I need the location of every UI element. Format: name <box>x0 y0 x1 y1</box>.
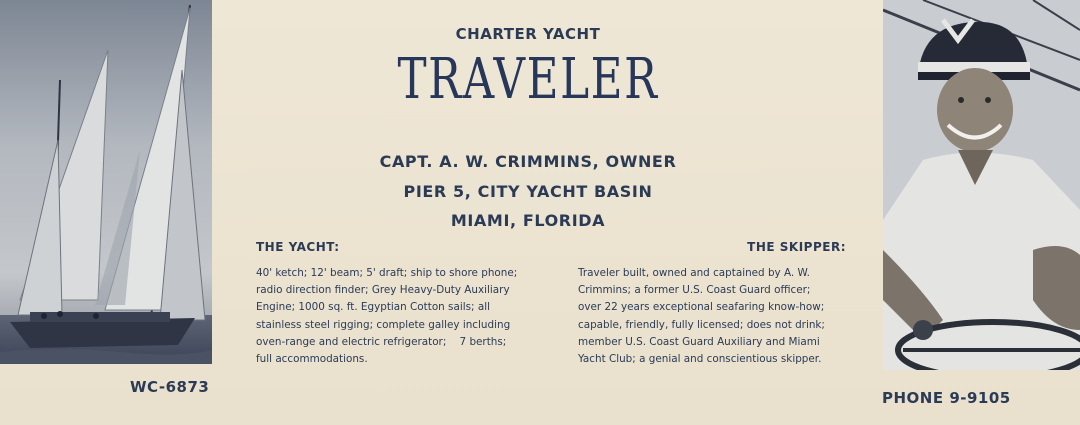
skipper-heading: THE SKIPPER: <box>747 240 846 254</box>
yacht-line: full accommodations. <box>256 353 368 366</box>
yacht-description <box>256 265 546 368</box>
phone-number: PHONE 9-9105 <box>882 389 1011 407</box>
captain-portrait-photo <box>883 0 1080 370</box>
yacht-name-title: TRAVELER <box>397 47 659 112</box>
skipper-line: Crimmins; a former U.S. Coast Guard officer; <box>578 284 811 297</box>
owner-line: CAPT. A. W. CRIMMINS, OWNER <box>379 152 677 171</box>
skipper-line: Yacht Club; a genial and conscientious skipper. <box>578 353 822 366</box>
city-line: MIAMI, FLORIDA <box>450 211 606 230</box>
yacht-line: oven-range and electric refrigerator; 7 berths; <box>256 335 507 348</box>
center-panel <box>212 0 883 425</box>
sailboat-photo <box>0 0 212 364</box>
catalog-code: WC-6873 <box>130 378 210 396</box>
yacht-line: Engine; 1000 sq. ft. Egyptian Cotton sails; all <box>256 301 490 314</box>
pier-line: PIER 5, CITY YACHT BASIN <box>403 182 653 201</box>
yacht-line: stainless steel rigging; complete galley including <box>256 318 511 331</box>
yacht-line: radio direction finder; Grey Heavy-Duty Auxiliary <box>256 284 510 297</box>
yacht-line: 40' ketch; 12' beam; 5' draft; ship to shore phone; <box>256 267 518 279</box>
skipper-description <box>578 265 850 368</box>
charter-yacht-subtitle: CHARTER YACHT <box>455 25 601 43</box>
skipper-line: Traveler built, owned and captained by A. W. <box>578 267 810 279</box>
skipper-line: member U.S. Coast Guard Auxiliary and Miami <box>578 335 820 348</box>
yacht-heading: THE YACHT: <box>256 240 340 254</box>
skipper-line: over 22 years exceptional seafaring know-how; <box>578 301 825 314</box>
skipper-line: capable, friendly, fully licensed; does not drink; <box>578 318 825 331</box>
